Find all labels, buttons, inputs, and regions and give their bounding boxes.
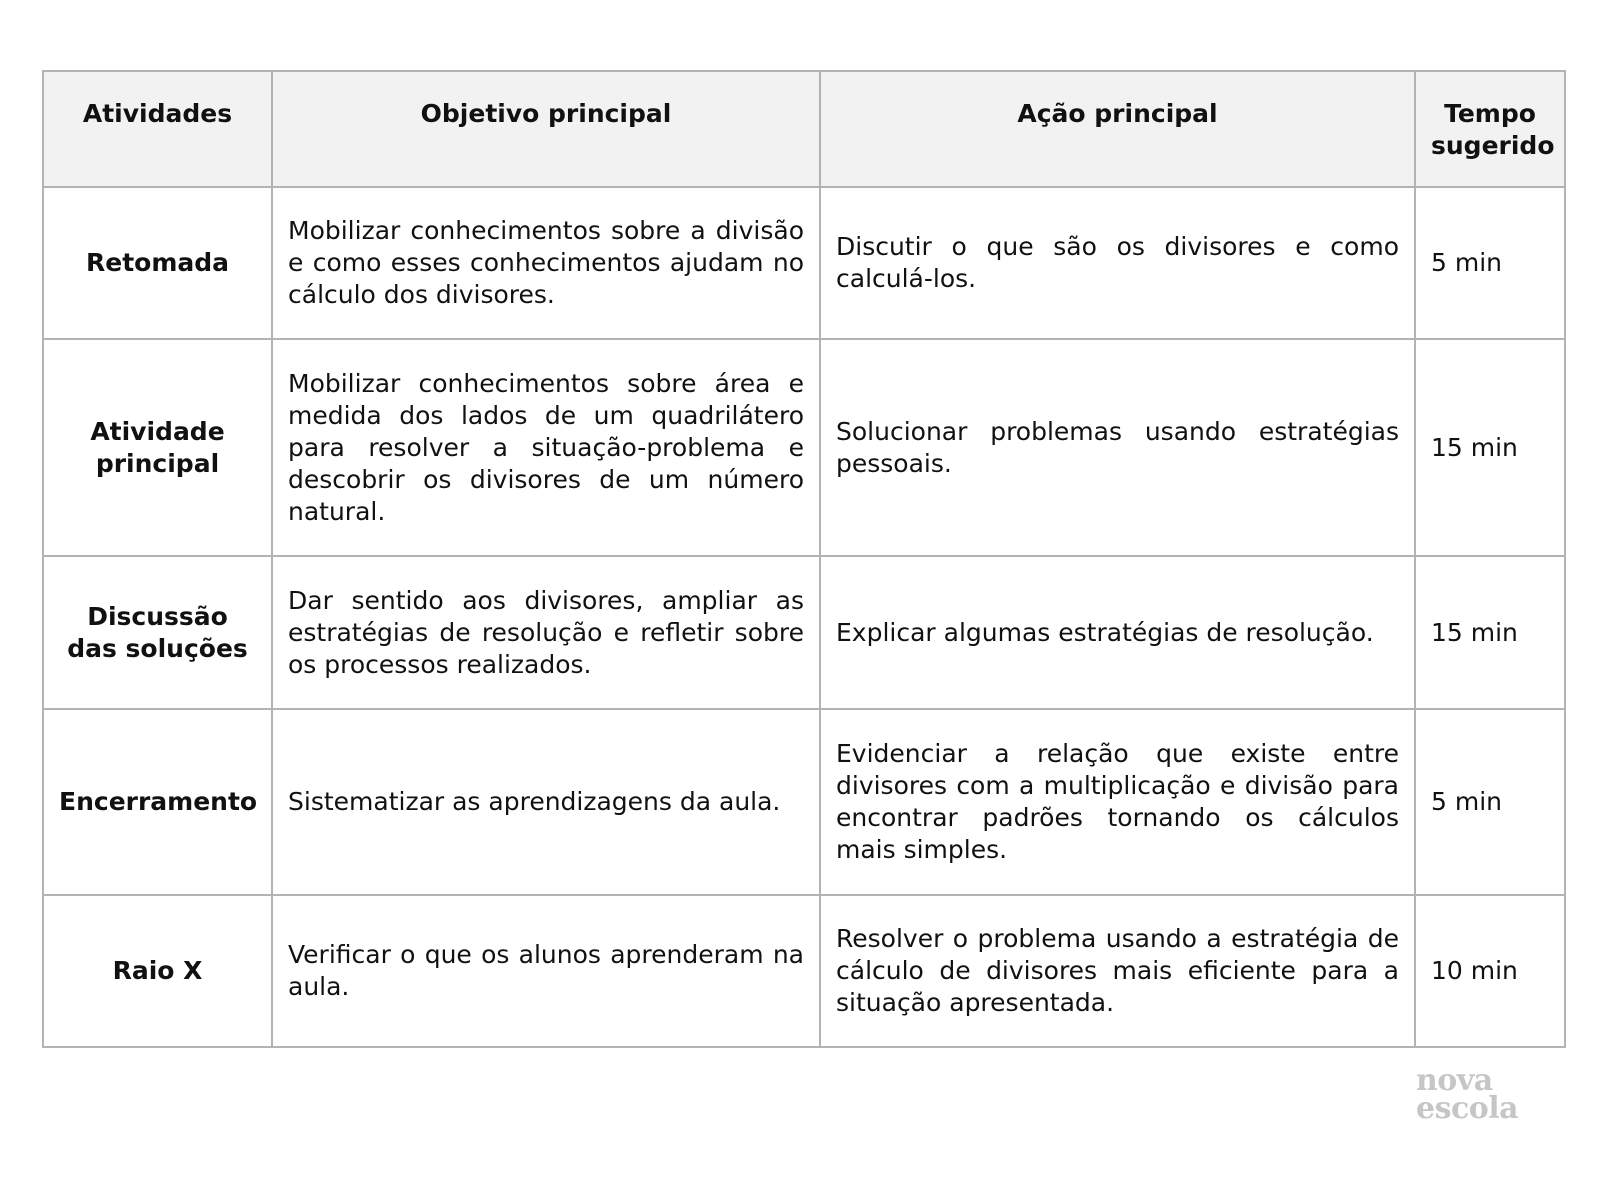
action-cell: Resolver o problema usando a estratégia de cálculo de divisores mais eficiente para a situação apresentada. — [820, 895, 1415, 1047]
header-objective: Objetivo principal — [272, 71, 820, 187]
time-cell: 5 min — [1415, 709, 1565, 895]
header-activities: Atividades — [43, 71, 272, 187]
activity-cell: Raio X — [43, 895, 272, 1047]
objective-cell: Mobilizar conhecimentos sobre área e medida dos lados de um quadrilátero para resolver a situação-problema e descobrir os divisores de um número natural. — [272, 339, 820, 556]
table-row — [43, 709, 1565, 895]
activity-cell: Retomada — [43, 187, 272, 339]
nova-escola-logo — [1416, 1063, 1519, 1126]
table-row — [43, 339, 1565, 556]
time-cell: 15 min — [1415, 556, 1565, 709]
action-cell: Discutir o que são os divisores e como calculá-los. — [820, 187, 1415, 339]
activity-cell: Atividade principal — [43, 339, 272, 556]
logo-line-escola: escola — [1416, 1091, 1519, 1126]
objective-cell: Verificar o que os alunos aprenderam na aula. — [272, 895, 820, 1047]
objective-cell: Dar sentido aos divisores, ampliar as estratégias de resolução e refletir sobre os processos realizados. — [272, 556, 820, 709]
objective-cell: Sistematizar as aprendizagens da aula. — [272, 709, 820, 895]
activity-cell: Discussão das soluções — [43, 556, 272, 709]
time-cell: 10 min — [1415, 895, 1565, 1047]
time-cell: 5 min — [1415, 187, 1565, 339]
header-action: Ação principal — [820, 71, 1415, 187]
table-row — [43, 556, 1565, 709]
action-cell: Evidenciar a relação que existe entre divisores com a multiplicação e divisão para encontrar padrões tornando os cálculos mais simples. — [820, 709, 1415, 895]
table-header-row — [43, 71, 1565, 187]
activity-cell: Encerramento — [43, 709, 272, 895]
action-cell: Solucionar problemas usando estratégias pessoais. — [820, 339, 1415, 556]
objective-cell: Mobilizar conhecimentos sobre a divisão e como esses conhecimentos ajudam no cálculo dos divisores. — [272, 187, 820, 339]
logo-line-nova: nova — [1416, 1063, 1493, 1098]
table-row — [43, 187, 1565, 339]
lesson-plan-table — [42, 70, 1566, 1048]
action-cell: Explicar algumas estratégias de resolução. — [820, 556, 1415, 709]
header-time: Tempo sugerido — [1415, 71, 1565, 187]
table-row — [43, 895, 1565, 1047]
time-cell: 15 min — [1415, 339, 1565, 556]
